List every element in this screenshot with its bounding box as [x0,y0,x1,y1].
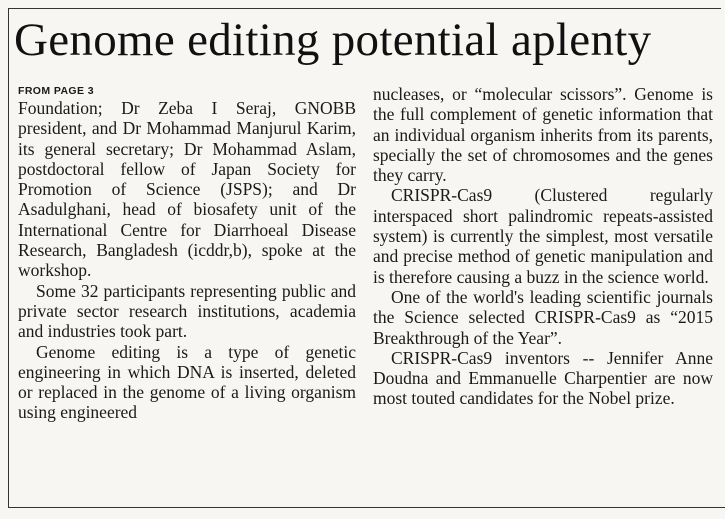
body-paragraph: Genome editing is a type of genetic engineering in which DNA is inserted, deleted or replaced in the genome of a living organism using engineered [18,341,356,423]
article-headline: Genome editing potential aplenty [14,14,652,66]
body-paragraph: Some 32 participants representing public and private sector research institutions, academia and industries took part. [18,280,356,342]
body-paragraph: CRISPR-Cas9 (Clustered regularly interspaced short palindromic repeats-assisted system) is currently the simplest, most versatile and precise method of genetic manipulation and is therefore causing a buzz in the science world. [373,185,713,287]
body-paragraph: Foundation; Dr Zeba I Seraj, GNOBB president, and Dr Mohammad Manjurul Karim, its general secretary; Dr Mohammad Aslam, postdoctoral fellow of Japan Society for Promotion of Science (JSPS); and Dr Asadulghani, head of biosafety unit of the International Centre for Diarrhoeal Disease Research, Bangladesh (icddr,b), spoke at the workshop. [18,98,356,281]
jump-label: FROM PAGE 3 [18,85,94,97]
right-column [373,84,713,409]
body-paragraph: nucleases, or “molecular scissors”. Genome is the full complement of genetic information that an individual organism inherits from its parents, specially the set of chromosomes and the genes they carry. [373,84,713,186]
body-paragraph: One of the world's leading scientific journals the Science selected CRISPR-Cas9 as “2015 Breakthrough of the Year”. [373,286,713,348]
bottom-divider [8,507,725,508]
body-paragraph: CRISPR-Cas9 inventors -- Jennifer Anne Doudna and Emmanuelle Charpentier are now most touted candidates for the Nobel prize. [373,347,713,409]
left-column [18,84,356,423]
